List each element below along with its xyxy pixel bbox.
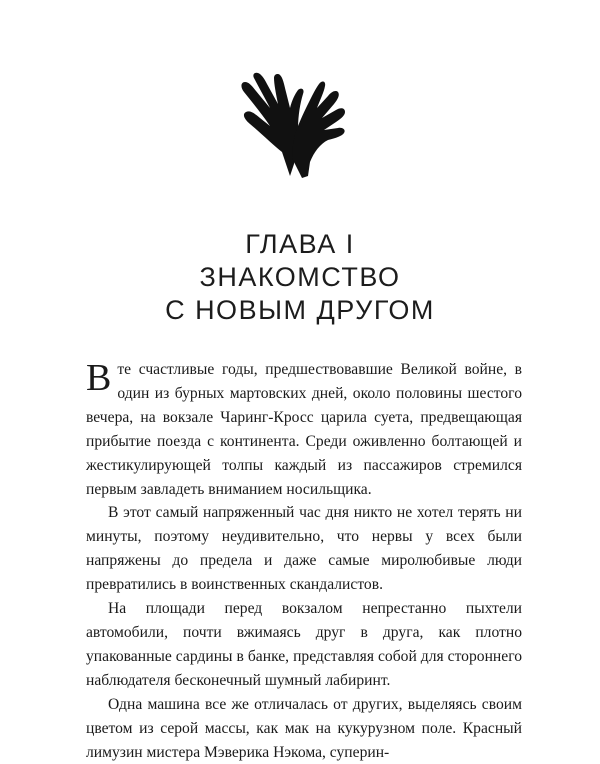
chapter-title-line-2: С НОВЫМ ДРУГОМ (165, 295, 435, 325)
chapter-title-line-1: ЗНАКОМСТВО (199, 262, 401, 292)
paragraph-3: На площади перед вокзалом непрестанно пыхтели автомобили, почти вжимаясь друг в друга, как плотно упакованные сардины в банке, представляя собой для стороннего наблюдателя бесконечный шумный лабиринт. (86, 600, 522, 689)
paragraph-1-text: те счастливые годы, предшествовавшие Великой войне, в один из бурных мартовских дней, около половины шестого вечера, на вокзале Чаринг-Кросс царила суета, предвещающая прибытие поезда с континента. Среди оживленно болтающей и жестикулирующей толпы каждый из пассажиров стремился первым завладеть вниманием носильщика. (86, 361, 522, 498)
paragraph-1 (86, 358, 522, 501)
gloves-icon (232, 72, 360, 182)
chapter-number: ГЛАВА I (245, 229, 355, 259)
chapter-heading (0, 228, 600, 327)
paragraph-4: Одна машина все же отличалась от других, выделяясь своим цветом из серой массы, как мак на кукурузном поле. Красный лимузин мистера Мэверика Нэкома, суперин- (86, 695, 522, 761)
drop-cap: В (86, 357, 112, 399)
paragraph-2: В этот самый напряженный час дня никто не хотел терять ни минуты, поэтому неудивительно, что нервы у всех были напряжены до предела и даже самые миролюбивые люди превратились в воинственных скандалистов. (86, 504, 522, 594)
chapter-text (86, 358, 522, 764)
